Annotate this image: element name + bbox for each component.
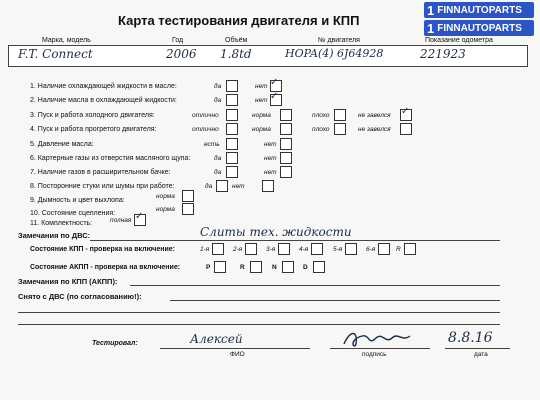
check-mark-icon: ✓ — [401, 106, 410, 117]
item-2-yes: да — [214, 97, 222, 104]
item-5-no-box[interactable] — [280, 138, 292, 150]
brand-logo-row: 1 FINNAUTOPARTS — [424, 20, 534, 36]
item-3-not-started: не завелся — [358, 112, 391, 119]
card-title: Карта тестирования двигателя и КПП — [118, 13, 360, 28]
brand-logo — [424, 2, 534, 36]
engine-remarks-label: Замечания по ДВС: — [18, 231, 91, 240]
item-3-excellent: отлично — [192, 112, 219, 119]
item-6-no-box[interactable] — [280, 152, 292, 164]
item-10-normal: норма — [156, 206, 175, 213]
item-5: 5. Давление масла: — [30, 141, 94, 148]
at-gear-r-box[interactable] — [250, 261, 262, 273]
model-value: F.T. Connect — [18, 47, 93, 61]
col-volume: Объём — [225, 37, 248, 44]
odometer-value: 221923 — [420, 47, 466, 61]
item-5-no: нет — [264, 141, 277, 148]
mt-gear-6-box[interactable] — [378, 243, 390, 255]
item-1: 1. Наличие охлаждающей жидкости в масле: — [30, 83, 177, 90]
engine-remarks-note: Слиты тех. жидкости — [200, 225, 352, 239]
col-odometer: Показание одометра — [425, 37, 493, 44]
mt-gear-2-box[interactable] — [245, 243, 257, 255]
item-10: 10. Состояние сцепления: — [30, 210, 116, 217]
item-3: 3. Пуск и работа холодного двигателя: — [30, 112, 155, 119]
mt-gear-5-box[interactable] — [345, 243, 357, 255]
item-8-no-box[interactable] — [262, 180, 274, 192]
item-8: 8. Посторонние стуки или шумы при работе: — [30, 183, 175, 190]
col-year: Год — [172, 37, 184, 44]
item-3-excellent-box[interactable] — [226, 109, 238, 121]
mt-gear-4: 4-я — [299, 246, 309, 253]
volume-value: 1.8td — [220, 47, 252, 61]
name-caption: ФИО — [230, 351, 245, 358]
item-6-yes-box[interactable] — [226, 152, 238, 164]
mt-gear-r-box[interactable] — [404, 243, 416, 255]
item-2: 2. Наличие масла в охлаждающей жидкости: — [30, 97, 177, 104]
date-caption: дата — [474, 351, 488, 358]
item-5-yes-box[interactable] — [226, 138, 238, 150]
mt-gear-6: 6-я — [366, 246, 376, 253]
at-gear-d-box[interactable] — [313, 261, 325, 273]
at-gear-d: D — [303, 264, 308, 271]
item-3-normal-box[interactable] — [280, 109, 292, 121]
removed-line-2 — [18, 312, 500, 313]
check-mark-icon: ✓ — [135, 211, 144, 222]
signature-image — [340, 326, 420, 352]
date-line — [445, 348, 510, 349]
item-11-full: полная — [110, 217, 132, 224]
item-2-yes-box[interactable] — [226, 94, 238, 106]
item-6-yes: да — [214, 155, 222, 162]
engine-remarks-line — [90, 240, 500, 241]
gearbox-remarks-label: Замечания по КПП (АКПП): — [18, 277, 118, 286]
item-4-not-started-box[interactable] — [400, 123, 412, 135]
mt-gear-4-box[interactable] — [311, 243, 323, 255]
item-11: 11. Комплектность: — [30, 220, 93, 227]
date-value: 8.8.16 — [448, 330, 493, 346]
item-4: 4. Пуск и работа прогретого двигателя: — [30, 126, 157, 133]
brand-logo-row: 1 FINNAUTOPARTS — [424, 2, 534, 18]
item-1-yes-box[interactable] — [226, 80, 238, 92]
engine-value: HOPA(4) 6J64928 — [285, 47, 384, 60]
tester-name: Алексей — [190, 332, 243, 346]
item-4-bad: плохо — [312, 126, 330, 133]
item-8-no: нет — [232, 183, 245, 190]
item-7-no-box[interactable] — [280, 166, 292, 178]
item-6-no: нет — [264, 155, 277, 162]
tested-label: Тестировал: — [92, 340, 138, 347]
item-9: 9. Дымность и цвет выхлопа: — [30, 197, 125, 204]
mt-gear-5: 5-я — [333, 246, 343, 253]
item-4-excellent-box[interactable] — [226, 123, 238, 135]
item-4-bad-box[interactable] — [334, 123, 346, 135]
item-9-normal-box[interactable] — [182, 190, 194, 202]
item-7: 7. Наличие газов в расширительном бачке: — [30, 169, 171, 176]
item-3-normal: норма — [252, 112, 271, 119]
at-gear-p-box[interactable] — [214, 261, 226, 273]
item-1-yes: да — [214, 83, 222, 90]
item-10-normal-box[interactable] — [182, 203, 194, 215]
at-gear-n: N — [272, 264, 277, 271]
item-6: 6. Картерные газы из отверстия масляного щупа: — [30, 155, 191, 162]
removed-line-3 — [18, 324, 500, 325]
col-engine: № двигателя — [318, 37, 360, 44]
mt-gear-1-box[interactable] — [212, 243, 224, 255]
year-value: 2006 — [166, 47, 197, 61]
item-8-yes-box[interactable] — [216, 180, 228, 192]
item-2-no: нет — [255, 97, 268, 104]
mt-gear-3-box[interactable] — [278, 243, 290, 255]
item-4-excellent: отлично — [192, 126, 219, 133]
name-line — [160, 348, 310, 349]
at-gear-p: P — [206, 264, 211, 271]
item-7-yes-box[interactable] — [226, 166, 238, 178]
item-3-bad-box[interactable] — [334, 109, 346, 121]
signature-caption: подпись — [362, 351, 387, 358]
item-4-normal-box[interactable] — [280, 123, 292, 135]
mt-gear-2: 2-я — [233, 246, 243, 253]
check-mark-icon: ✓ — [270, 77, 279, 88]
mt-gear-1: 1-я — [200, 246, 210, 253]
mt-gear-3: 3-я — [266, 246, 276, 253]
col-model: Марка, модель — [42, 37, 91, 44]
mt-gear-r: R — [396, 246, 401, 253]
at-gear-n-box[interactable] — [282, 261, 294, 273]
removed-line-1 — [170, 300, 500, 301]
check-mark-icon: ✓ — [270, 91, 279, 102]
mt-label: Состояние КПП - проверка на включение: — [30, 246, 175, 253]
at-label: Состояние АКПП - проверка на включение: — [30, 264, 181, 271]
item-8-yes: да — [205, 183, 213, 190]
item-7-yes: да — [214, 169, 222, 176]
item-7-no: нет — [264, 169, 277, 176]
item-3-bad: плохо — [312, 112, 330, 119]
item-9-normal: норма — [156, 193, 175, 200]
item-4-normal: норма — [252, 126, 271, 133]
item-1-no: нет — [255, 83, 268, 90]
item-4-not-started: не завелся — [358, 126, 391, 133]
item-5-yes: есть — [204, 141, 220, 148]
at-gear-r: R — [240, 264, 245, 271]
removed-label: Снято с ДВС (по согласованию!): — [18, 292, 142, 301]
gearbox-remarks-line — [130, 285, 500, 286]
